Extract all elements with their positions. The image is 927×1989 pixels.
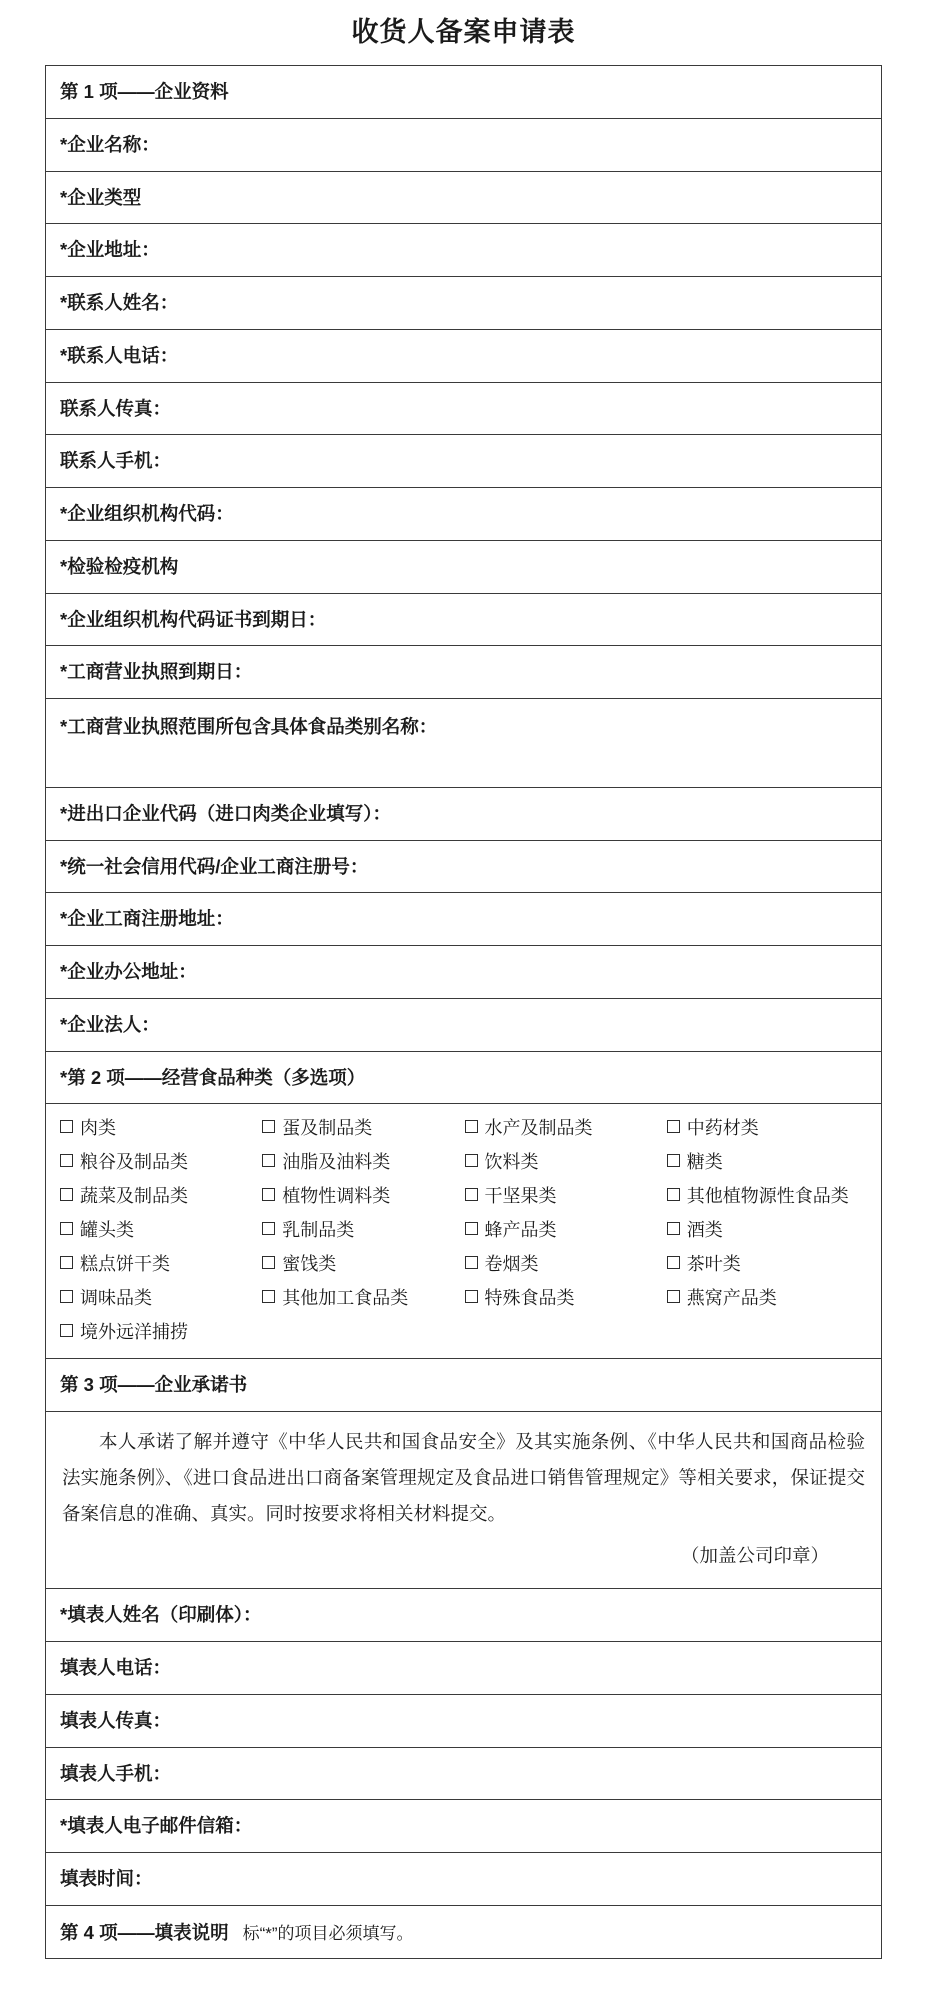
section-header-cell [46, 1051, 882, 1104]
table-row[interactable] [46, 1800, 882, 1853]
section-header-instructions [46, 1905, 882, 1958]
checkbox-item-vegetable[interactable] [60, 1178, 262, 1212]
field-label-inspection-authority: *检验检疫机构 [60, 555, 179, 577]
field-cell-org-code-expiry[interactable] [46, 593, 882, 646]
field-cell-inspection-authority[interactable] [46, 540, 882, 593]
checkbox-row [60, 1280, 869, 1314]
checkbox-label: 中药材类 [686, 1118, 759, 1139]
instructions-cell [46, 1905, 882, 1958]
field-cell-filler-fax[interactable] [46, 1694, 882, 1747]
checkbox-icon[interactable] [667, 1120, 680, 1133]
field-cell-company-type[interactable] [46, 171, 882, 224]
field-cell-office-address[interactable] [46, 946, 882, 999]
checkbox-item-cigarette[interactable] [465, 1246, 667, 1280]
field-label-filler-email: *填表人电子邮件信箱： [60, 1815, 253, 1837]
checkbox-item-special-food[interactable] [465, 1280, 667, 1314]
form-body [46, 66, 882, 1959]
checkbox-label: 蜜饯类 [282, 1254, 337, 1275]
field-cell-filler-email[interactable] [46, 1800, 882, 1853]
checkbox-icon[interactable] [465, 1222, 478, 1235]
checkbox-empty [465, 1314, 667, 1348]
table-row[interactable] [46, 699, 882, 788]
checkbox-item-oil[interactable] [262, 1144, 464, 1178]
section-3-title: 第 3 项——企业承诺书 [60, 1374, 248, 1396]
table-row[interactable] [46, 787, 882, 840]
checkbox-item-seasoning[interactable] [60, 1280, 262, 1314]
checkbox-icon[interactable] [465, 1290, 478, 1303]
table-row[interactable] [46, 435, 882, 488]
table-row[interactable] [46, 893, 882, 946]
checkbox-row [60, 1212, 869, 1246]
checkbox-row [60, 1110, 869, 1144]
checkbox-icon[interactable] [60, 1290, 73, 1303]
field-label-company-type: *企业类型 [60, 186, 142, 208]
food-categories-row [46, 1104, 882, 1359]
field-label-filler-name: *填表人姓名（印刷体）： [60, 1604, 262, 1626]
field-cell-license-food-scope[interactable] [46, 699, 882, 788]
checkbox-row [60, 1178, 869, 1212]
section-1-title: 第 1 项——企业资料 [60, 81, 229, 102]
field-cell-filler-phone[interactable] [46, 1642, 882, 1695]
table-row[interactable] [46, 118, 882, 171]
checkbox-icon[interactable] [667, 1154, 680, 1167]
checkbox-row [60, 1314, 869, 1348]
field-label-filler-fax: 填表人传真： [60, 1709, 172, 1731]
field-cell-contact-mobile[interactable] [46, 435, 882, 488]
table-row[interactable] [46, 1747, 882, 1800]
checkbox-label: 调味品类 [80, 1288, 152, 1309]
section-header-pledge [46, 1359, 882, 1412]
checkbox-item-sugar[interactable] [667, 1144, 869, 1178]
checkbox-icon[interactable] [667, 1222, 680, 1235]
checkbox-item-beverage[interactable] [465, 1144, 667, 1178]
field-label-contact-fax: 联系人传真： [60, 397, 172, 419]
table-row[interactable] [46, 171, 882, 224]
field-label-company-name: *企业名称： [60, 133, 160, 155]
table-row[interactable] [46, 593, 882, 646]
field-cell-filler-name[interactable] [46, 1589, 882, 1642]
checkbox-grid-body [60, 1110, 869, 1348]
checkbox-icon[interactable] [60, 1154, 73, 1167]
checkbox-icon[interactable] [60, 1222, 73, 1235]
checkbox-item-pastry[interactable] [60, 1246, 262, 1280]
field-cell-org-code[interactable] [46, 488, 882, 541]
checkbox-label: 植物性调料类 [282, 1186, 391, 1207]
field-label-org-code: *企业组织机构代码： [60, 503, 234, 524]
field-label-company-address: *企业地址： [60, 239, 160, 261]
field-label-filler-mobile: 填表人手机： [60, 1762, 172, 1784]
field-cell-social-credit-code[interactable] [46, 840, 882, 893]
table-row[interactable] [46, 998, 882, 1051]
checkbox-label: 糕点饼干类 [80, 1254, 170, 1275]
checkbox-icon[interactable] [667, 1188, 680, 1201]
checkbox-item-herbal[interactable] [667, 1110, 869, 1144]
field-cell-fill-date[interactable] [46, 1853, 882, 1906]
table-row[interactable] [46, 1853, 882, 1906]
field-label-contact-name: *联系人姓名： [60, 292, 179, 313]
food-categories-cell [46, 1104, 882, 1359]
table-row[interactable] [46, 224, 882, 277]
field-cell-company-address[interactable] [46, 224, 882, 277]
checkbox-item-preserved-fruit[interactable] [262, 1246, 464, 1280]
field-label-contact-mobile: 联系人手机： [60, 450, 172, 472]
checkbox-icon[interactable] [667, 1256, 680, 1269]
checkbox-icon[interactable] [60, 1188, 73, 1201]
field-label-license-expiry: *工商营业执照到期日： [60, 661, 253, 683]
checkbox-row [60, 1144, 869, 1178]
checkbox-label: 境外远洋捕捞 [80, 1322, 188, 1343]
checkbox-label: 燕窝产品类 [686, 1288, 777, 1309]
field-label-org-code-expiry: *企业组织机构代码证书到期日： [60, 608, 327, 630]
field-label-license-food-scope: *工商营业执照范围所包含具体食品类别名称： [60, 716, 438, 737]
checkbox-label: 乳制品类 [282, 1220, 355, 1241]
checkbox-item-other-processed[interactable] [262, 1280, 464, 1314]
checkbox-icon[interactable] [60, 1324, 73, 1337]
checkbox-label: 茶叶类 [686, 1254, 741, 1275]
table-row[interactable] [46, 488, 882, 541]
checkbox-grid [60, 1110, 869, 1348]
checkbox-row [60, 1246, 869, 1280]
checkbox-icon[interactable] [465, 1256, 478, 1269]
checkbox-icon[interactable] [262, 1154, 275, 1167]
checkbox-item-other-plant[interactable] [667, 1178, 869, 1212]
pledge-paragraph: 本人承诺了解并遵守《中华人民共和国食品安全》及其实施条例、《中华人民共和国商品检验法实施条例》、《进口食品进出口商备案管理规定及食品进口销售管理规定》等相关要求，保证提交备案信息的准确、真实。同时按要求将相关材料提交。 [62, 1431, 865, 1525]
field-cell-contact-name[interactable] [46, 277, 882, 330]
checkbox-label: 其他植物源性食品类 [686, 1186, 849, 1207]
field-cell-legal-person[interactable] [46, 998, 882, 1051]
table-row[interactable] [46, 1642, 882, 1695]
section-header-company-info [46, 66, 882, 119]
checkbox-label: 罐头类 [80, 1220, 134, 1241]
field-cell-company-name[interactable] [46, 118, 882, 171]
checkbox-icon[interactable] [262, 1256, 275, 1269]
checkbox-label: 油脂及油料类 [282, 1152, 391, 1173]
checkbox-icon[interactable] [60, 1256, 73, 1269]
checkbox-label: 特殊食品类 [484, 1288, 575, 1309]
pledge-cell [46, 1412, 882, 1589]
table-row[interactable] [46, 277, 882, 330]
checkbox-label: 糖类 [686, 1152, 723, 1173]
field-cell-filler-mobile[interactable] [46, 1747, 882, 1800]
checkbox-label: 肉类 [80, 1118, 116, 1139]
table-row[interactable] [46, 329, 882, 382]
table-row[interactable] [46, 840, 882, 893]
checkbox-icon[interactable] [262, 1120, 275, 1133]
field-cell-registered-address[interactable] [46, 893, 882, 946]
food-categories-grid [46, 1104, 881, 1358]
checkbox-item-meat[interactable] [60, 1110, 262, 1144]
table-row[interactable] [46, 540, 882, 593]
field-label-contact-phone: *联系人电话： [60, 344, 179, 366]
field-cell-contact-fax[interactable] [46, 382, 882, 435]
checkbox-label: 其他加工食品类 [282, 1288, 409, 1309]
checkbox-item-dairy[interactable] [262, 1212, 464, 1246]
checkbox-icon[interactable] [465, 1188, 478, 1201]
checkbox-icon[interactable] [262, 1290, 275, 1303]
checkbox-label: 蛋及制品类 [282, 1118, 373, 1139]
checkbox-icon[interactable] [262, 1222, 275, 1235]
checkbox-item-birdnest[interactable] [667, 1280, 869, 1314]
field-label-registered-address: *企业工商注册地址： [60, 908, 234, 930]
checkbox-item-nuts[interactable] [465, 1178, 667, 1212]
checkbox-label: 卷烟类 [484, 1254, 539, 1275]
checkbox-icon[interactable] [465, 1154, 478, 1167]
checkbox-icon[interactable] [262, 1188, 275, 1201]
checkbox-label: 酒类 [686, 1220, 723, 1241]
pledge-seal-note: （加盖公司印章） [680, 1545, 829, 1567]
section-2-title: *第 2 项——经营食品种类（多选项） [60, 1066, 366, 1088]
section-header-cell [46, 1359, 882, 1412]
section-4-note: 标“*”的项目必须填写。 [242, 1923, 414, 1943]
checkbox-item-aquatic[interactable] [465, 1110, 667, 1144]
table-row[interactable] [46, 946, 882, 999]
checkbox-item-alcohol[interactable] [667, 1212, 869, 1246]
table-row[interactable] [46, 1589, 882, 1642]
checkbox-item-overseas-fishing[interactable] [60, 1314, 262, 1348]
field-label-import-export-code: *进出口企业代码（进口肉类企业填写）： [60, 802, 391, 824]
section-4-title: 第 4 项——填表说明 [60, 1921, 229, 1943]
checkbox-label: 水产及制品类 [484, 1118, 593, 1139]
checkbox-item-egg[interactable] [262, 1110, 464, 1144]
field-cell-license-expiry[interactable] [46, 646, 882, 699]
field-label-fill-date: 填表时间： [60, 1868, 153, 1889]
checkbox-label: 粮谷及制品类 [80, 1152, 188, 1173]
pledge-row [46, 1412, 882, 1589]
checkbox-item-plant-seasoning[interactable] [262, 1178, 464, 1212]
checkbox-item-canned[interactable] [60, 1212, 262, 1246]
checkbox-label: 蔬菜及制品类 [80, 1186, 188, 1207]
application-form-table [45, 65, 882, 1959]
page-title: 收货人备案申请表 [351, 17, 576, 47]
checkbox-label: 饮料类 [484, 1152, 539, 1173]
checkbox-empty [262, 1314, 464, 1348]
checkbox-label: 干坚果类 [484, 1186, 557, 1207]
pledge-text-block [46, 1412, 881, 1588]
checkbox-item-tea[interactable] [667, 1246, 869, 1280]
checkbox-icon[interactable] [667, 1290, 680, 1303]
table-row[interactable] [46, 1694, 882, 1747]
field-label-social-credit-code: *统一社会信用代码/企业工商注册号： [60, 855, 369, 877]
section-header-food-categories [46, 1051, 882, 1104]
field-label-legal-person: *企业法人： [60, 1013, 160, 1035]
section-header-cell [46, 66, 882, 119]
checkbox-icon[interactable] [465, 1120, 478, 1133]
table-row[interactable] [46, 646, 882, 699]
checkbox-icon[interactable] [60, 1120, 73, 1133]
checkbox-label: 蜂产品类 [484, 1220, 557, 1241]
field-label-filler-phone: 填表人电话： [60, 1657, 172, 1678]
table-row[interactable] [46, 382, 882, 435]
field-cell-import-export-code[interactable] [46, 787, 882, 840]
checkbox-item-honey[interactable] [465, 1212, 667, 1246]
instructions-block [46, 1906, 881, 1958]
checkbox-empty [667, 1314, 869, 1348]
checkbox-item-grain[interactable] [60, 1144, 262, 1178]
field-cell-contact-phone[interactable] [46, 329, 882, 382]
field-label-office-address: *企业办公地址： [60, 961, 197, 982]
